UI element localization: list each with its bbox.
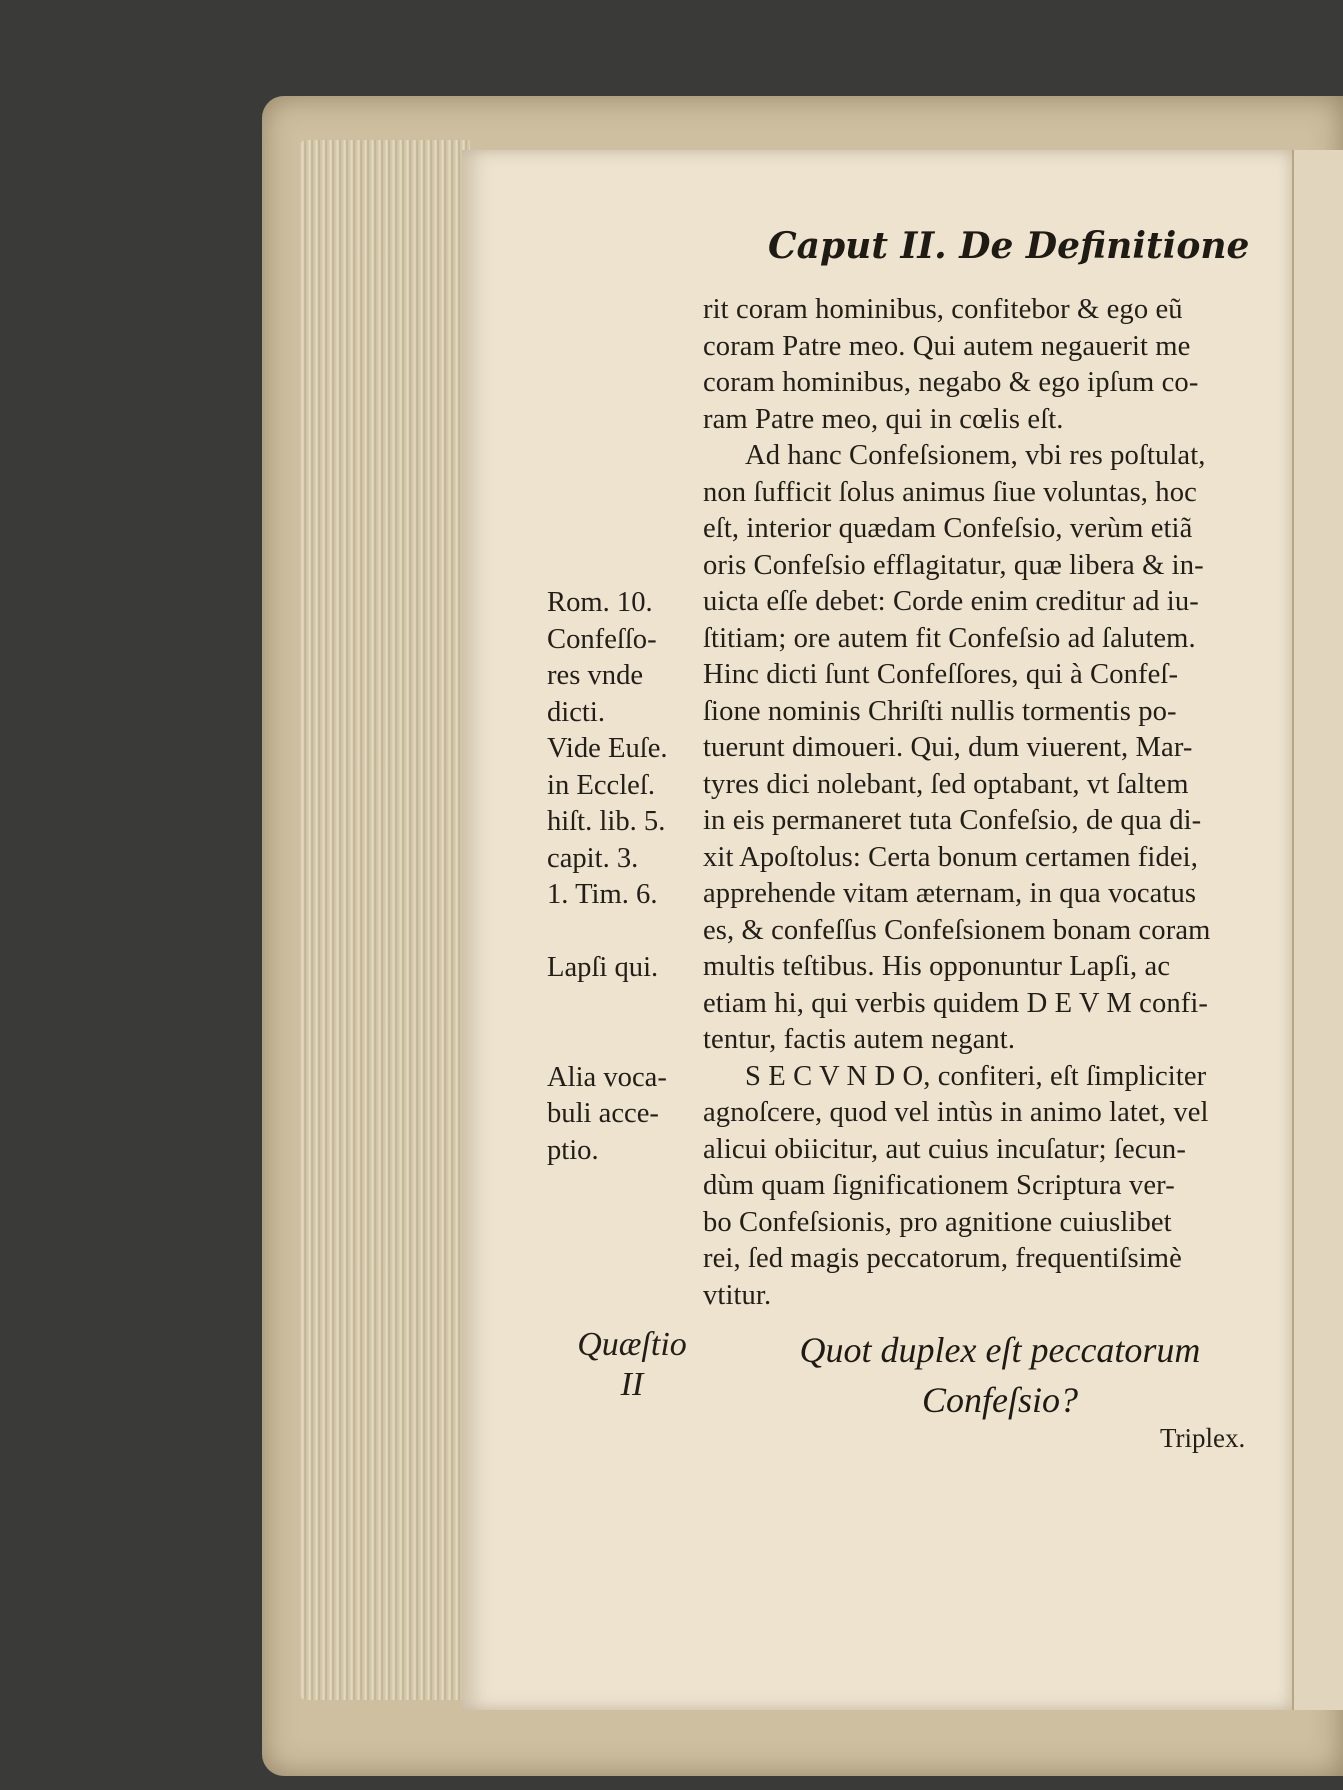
question-number: II bbox=[620, 1366, 644, 1403]
margin-note: buli acce- bbox=[547, 1098, 659, 1129]
margin-note: 1. Tim. 6. bbox=[547, 879, 658, 910]
margin-note: res vnde bbox=[547, 660, 644, 691]
facing-page-edge bbox=[1292, 150, 1343, 1710]
text-line: multis teſtibus. His opponuntur Lapſi, ac bbox=[703, 951, 1171, 982]
text-line: non ſufficit ſolus animus ſiue voluntas, hoc bbox=[703, 476, 1197, 508]
margin-note: ptio. bbox=[547, 1134, 599, 1166]
page-edges bbox=[300, 140, 470, 1700]
text-line: Hinc dicti ſunt Confeſſores, qui à Confeſ- bbox=[703, 659, 1179, 690]
margin-note: Lapſi qui. bbox=[547, 952, 659, 983]
margin-notes bbox=[547, 585, 697, 1169]
text-line: ſione nominis Chriſti nullis tormentis po- bbox=[703, 695, 1177, 727]
text-line: oris Confeſsio efflagitatur, quæ libera & in- bbox=[703, 549, 1204, 581]
main-text-block bbox=[703, 292, 1255, 1314]
text-line: coram Patre meo. Qui autem negauerit me bbox=[703, 330, 1191, 362]
question-heading-line: Confeſsio? bbox=[921, 1380, 1078, 1420]
text-line: apprehende vitam æternam, in qua vocatus bbox=[703, 878, 1197, 909]
margin-note: Vide Euſe. bbox=[547, 733, 668, 764]
text-line: rit coram hominibus, confitebor & ego eũ bbox=[703, 294, 1183, 325]
question-word: Quæſtio bbox=[577, 1326, 687, 1363]
text-line: rei, ſed magis peccatorum, frequentiſsimè bbox=[703, 1243, 1182, 1274]
text-line: etiam hi, qui verbis quidem D E V M confi- bbox=[703, 987, 1209, 1019]
text-line: xit Apoſtolus: Certa bonum certamen fidei, bbox=[703, 841, 1198, 873]
text-line: alicui obiicitur, aut cuius incuſatur; ſecun- bbox=[703, 1133, 1186, 1165]
text-line: bo Confeſsionis, pro agnitione cuiuslibet bbox=[703, 1206, 1172, 1238]
text-line: coram hominibus, negabo & ego ipſum co- bbox=[703, 367, 1199, 398]
text-line: es, & confeſſus Confeſsionem bonam coram bbox=[703, 914, 1211, 946]
margin-note: Confeſſo- bbox=[547, 623, 657, 655]
question-margin-label bbox=[562, 1325, 702, 1405]
text-line: tyres dici nolebant, ſed optabant, vt ſaltem bbox=[703, 768, 1189, 800]
text-line: dùm quam ſignificationem Scriptura ver- bbox=[703, 1170, 1175, 1201]
text-line: eſt, interior quædam Confeſsio, verùm etiã bbox=[703, 513, 1193, 544]
question-heading bbox=[760, 1325, 1240, 1425]
catchword: Triplex. bbox=[1160, 1423, 1246, 1453]
margin-note: Rom. 10. bbox=[547, 587, 653, 618]
margin-note: Alia voca- bbox=[547, 1061, 667, 1093]
margin-note: hiſt. lib. 5. bbox=[547, 806, 666, 837]
text-line: tentur, factis autem negant. bbox=[703, 1024, 1016, 1055]
text-line: ram Patre meo, qui in cœlis eſt. bbox=[703, 403, 1064, 435]
margin-note: dicti. bbox=[547, 696, 605, 728]
text-line: agnoſcere, quod vel intùs in animo latet, vel bbox=[703, 1097, 1209, 1128]
text-line: ſtitiam; ore autem fit Confeſsio ad ſalutem. bbox=[703, 622, 1196, 654]
running-title: Caput II. De Definitione bbox=[768, 225, 1250, 267]
text-line: S E C V N D O, confiteri, eſt ſimpliciter bbox=[745, 1060, 1207, 1092]
text-line: in eis permaneret tuta Confeſsio, de qua di- bbox=[703, 805, 1202, 836]
text-line: vtitur. bbox=[703, 1279, 772, 1311]
text-line: Ad hanc Confeſsionem, vbi res poſtulat, bbox=[745, 440, 1206, 471]
margin-note: in Eccleſ. bbox=[547, 769, 655, 801]
question-heading-line: Quot duplex eſt peccatorum bbox=[799, 1330, 1201, 1370]
text-line: tuerunt dimoueri. Qui, dum viuerent, Mar- bbox=[703, 732, 1193, 763]
margin-note: capit. 3. bbox=[547, 842, 639, 874]
text-line: uicta eſſe debet: Corde enim creditur ad iu- bbox=[703, 586, 1199, 617]
